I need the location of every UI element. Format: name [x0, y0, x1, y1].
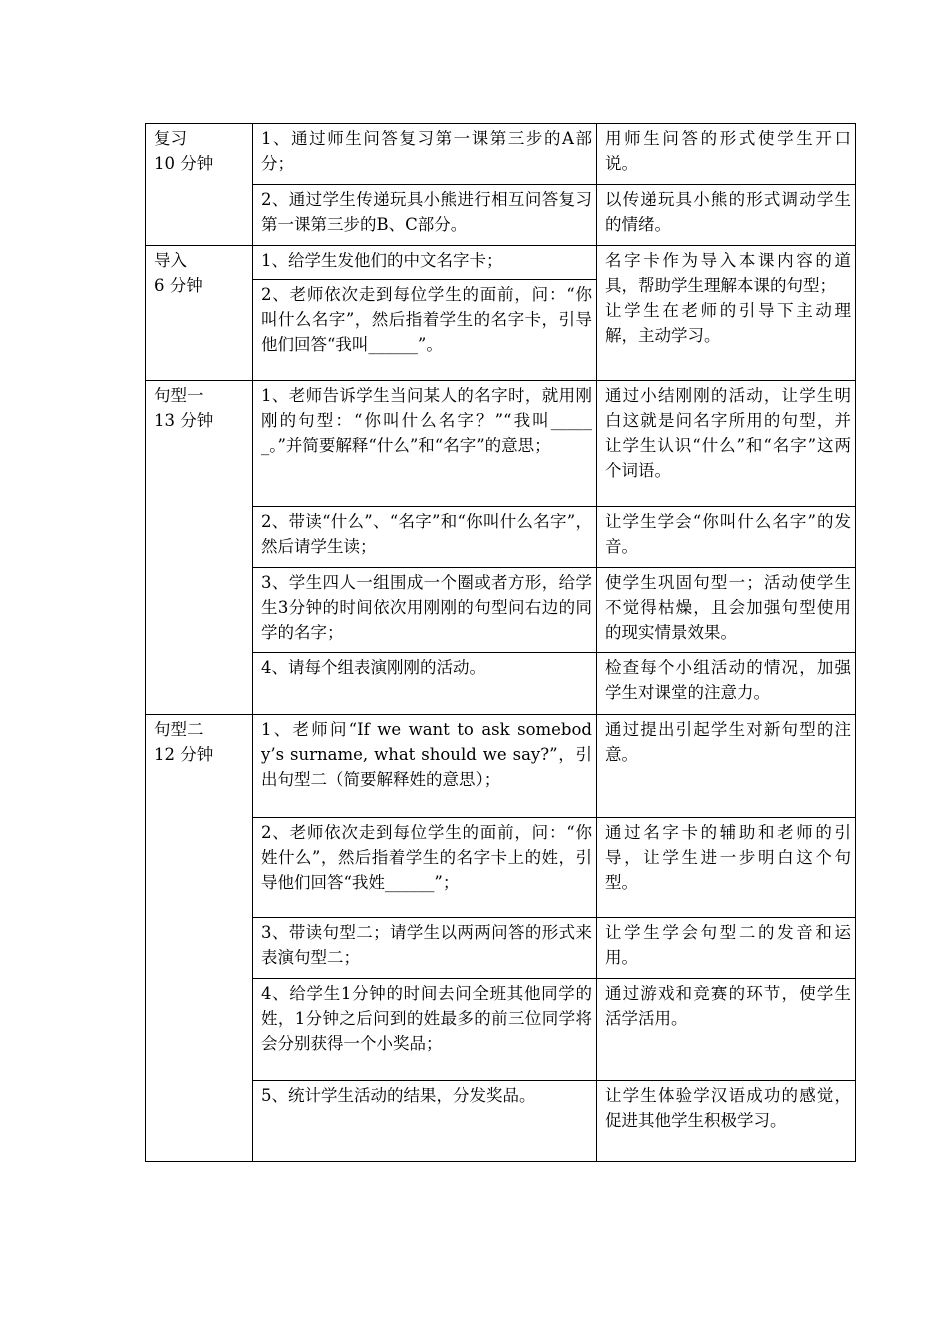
step-cell: 1、通过师生问答复习第一课第三步的A部分； [253, 124, 597, 185]
purpose-cell: 名字卡作为导入本课内容的道具，帮助学生理解本课的句型； 让学生在老师的引导下主动理解，主动学习。 [597, 246, 856, 381]
table-row [146, 715, 856, 818]
stage-time: 12 分钟 [154, 745, 214, 764]
step-cell: 4、给学生1分钟的时间去问全班其他同学的姓，1分钟之后问到的姓最多的前三位同学将会分别获得一个小奖品； [253, 979, 597, 1081]
step-cell: 1、老师问“If we want to ask somebody’s surname, what should we say?”，引出句型二（简要解释姓的意思）； [253, 715, 597, 818]
purpose-cell: 通过提出引起学生对新句型的注意。 [597, 715, 856, 818]
stage-name: 导入 [154, 251, 187, 270]
table-row [146, 381, 856, 507]
stage-time: 10 分钟 [154, 154, 214, 173]
stage-name: 复习 [154, 129, 187, 148]
table-row [146, 653, 856, 715]
purpose-cell: 以传递玩具小熊的形式调动学生的情绪。 [597, 185, 856, 246]
table-row [146, 979, 856, 1081]
purpose-cell: 通过名字卡的辅助和老师的引导，让学生进一步明白这个句型。 [597, 818, 856, 918]
step-cell: 1、老师告诉学生当问某人的名字时，就用刚刚的句型：“你叫什么名字？”“我叫______。”并简要解释“什么”和“名字”的意思； [253, 381, 597, 507]
step-cell: 3、带读句型二；请学生以两两问答的形式来表演句型二； [253, 918, 597, 979]
step-cell: 2、老师依次走到每位学生的面前，问：“你姓什么”，然后指着学生的名字卡上的姓，引导他们回答“我姓______”； [253, 818, 597, 918]
step-cell: 2、通过学生传递玩具小熊进行相互问答复习第一课第三步的B、C部分。 [253, 185, 597, 246]
table-row [146, 185, 856, 246]
stage-time: 6 分钟 [154, 276, 203, 295]
stage-cell-pattern-two [146, 715, 253, 1162]
step-cell: 3、学生四人一组围成一个圈或者方形，给学生3分钟的时间依次用刚刚的句型问右边的同学的名字； [253, 568, 597, 653]
purpose-cell: 用师生问答的形式使学生开口说。 [597, 124, 856, 185]
table-row [146, 124, 856, 185]
step-cell: 5、统计学生活动的结果，分发奖品。 [253, 1081, 597, 1162]
stage-cell-review [146, 124, 253, 246]
table-row [146, 818, 856, 918]
table-row [146, 507, 856, 568]
table-row [146, 918, 856, 979]
table-row [146, 568, 856, 653]
stage-cell-intro [146, 246, 253, 381]
purpose-cell: 检查每个小组活动的情况，加强学生对课堂的注意力。 [597, 653, 856, 715]
purpose-cell: 让学生学会“你叫什么名字”的发音。 [597, 507, 856, 568]
purpose-cell: 使学生巩固句型一；活动使学生不觉得枯燥，且会加强句型使用的现实情景效果。 [597, 568, 856, 653]
purpose-cell: 通过游戏和竞赛的环节，使学生活学活用。 [597, 979, 856, 1081]
stage-name: 句型一 [154, 386, 204, 405]
stage-time: 13 分钟 [154, 411, 214, 430]
step-cell: 4、请每个组表演刚刚的活动。 [253, 653, 597, 715]
table-row [146, 1081, 856, 1162]
step-cell: 2、老师依次走到每位学生的面前，问：“你叫什么名字”，然后指着学生的名字卡，引导他们回答“我叫______”。 [253, 280, 597, 381]
table-row [146, 246, 856, 280]
step-cell: 1、给学生发他们的中文名字卡； [253, 246, 597, 280]
step-cell: 2、带读“什么”、“名字”和“你叫什么名字”，然后请学生读； [253, 507, 597, 568]
purpose-cell: 让学生体验学汉语成功的感觉，促进其他学生积极学习。 [597, 1081, 856, 1162]
purpose-cell: 让学生学会句型二的发音和运用。 [597, 918, 856, 979]
purpose-cell: 通过小结刚刚的活动，让学生明白这就是问名字所用的句型，并让学生认识“什么”和“名字”这两个词语。 [597, 381, 856, 507]
stage-name: 句型二 [154, 720, 204, 739]
lesson-plan-table [145, 123, 856, 1162]
stage-cell-pattern-one [146, 381, 253, 715]
